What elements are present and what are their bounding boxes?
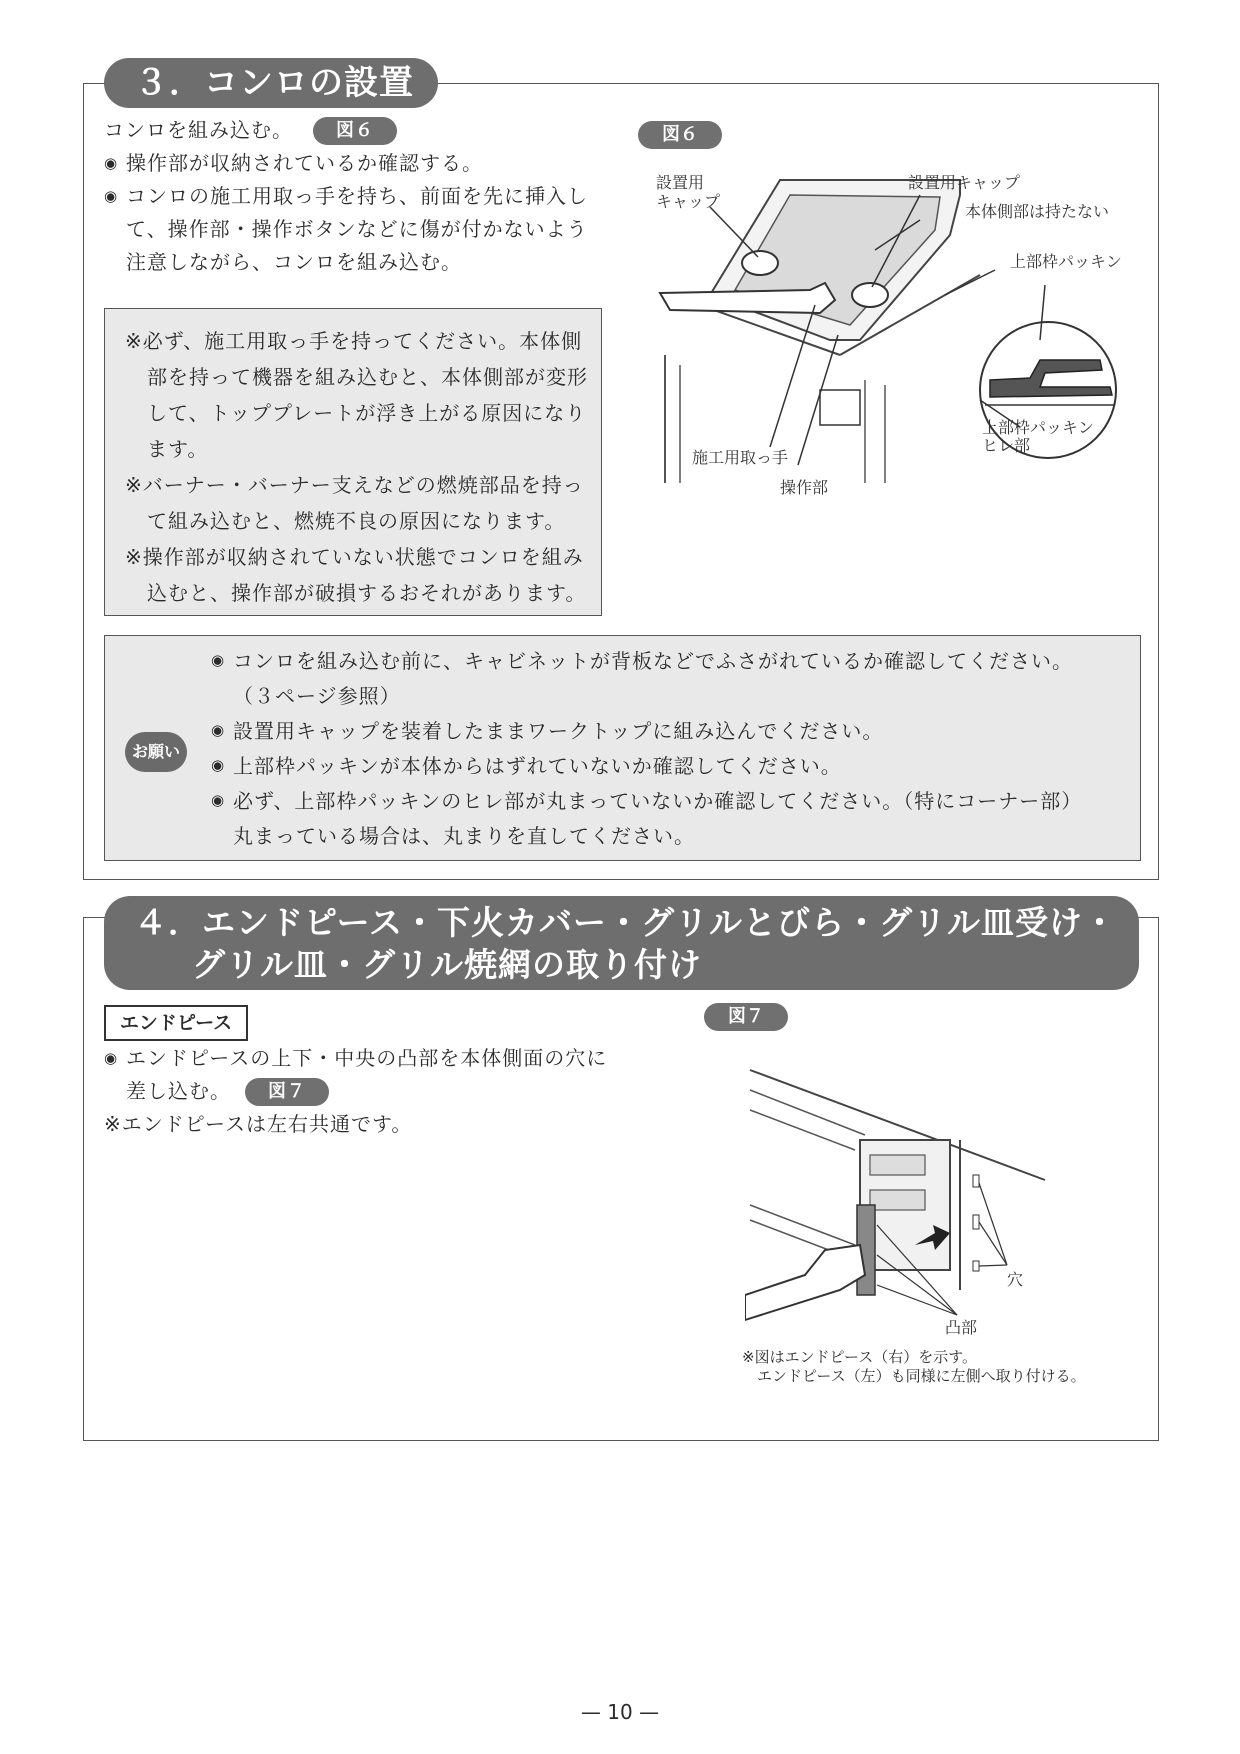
bullet-icon: ◉	[211, 756, 226, 774]
section-3-heading: ３．コンロの設置	[104, 58, 438, 108]
bullet-icon: ◉	[211, 791, 226, 809]
caution-note: ※操作部が収納されていない状態でコンロを組み込むと、操作部が破損するおそれがあります。	[125, 545, 587, 605]
fig6-ref-badge: 図６	[313, 117, 397, 145]
page-number: — 10 —	[580, 1700, 660, 1724]
section-3-intro	[104, 114, 604, 279]
fig7-label-hole: 穴	[1007, 1270, 1024, 1289]
bullet-text: エンドピースの上下・中央の凸部を本体側面の穴に	[126, 1046, 608, 1070]
section-4-body	[104, 1042, 624, 1141]
fig6-label-fin-2: ヒレ部	[982, 436, 1031, 455]
figure-7-illustration	[745, 1065, 1065, 1340]
bullet-icon: ◉	[211, 651, 226, 669]
bullet-item	[104, 1042, 624, 1075]
figure-6-illustration	[650, 165, 1130, 505]
fig6-label-handle: 施工用取っ手	[692, 448, 789, 467]
request-list	[211, 644, 1131, 854]
fig6-label-cap-left-2: キャップ	[656, 192, 721, 211]
section-4-heading-line1: ４．エンドピース・下火カバー・グリルとびら・グリル皿受け・	[134, 903, 1118, 942]
bullet-spacer	[211, 679, 233, 714]
bullet-spacer	[211, 819, 233, 854]
request-text: （３ページ参照）	[233, 684, 401, 708]
request-text: 上部枠パッキンが本体からはずれていないか確認してください。	[233, 754, 842, 778]
caution-note: ※必ず、施工用取っ手を持ってください。本体側部を持って機器を組み込むと、本体側部が変形して、トッププレートが浮き上がる原因になります。	[125, 329, 588, 461]
fig6-label-control: 操作部	[780, 478, 829, 497]
bullet-item	[104, 180, 599, 279]
bullet-icon: ◉	[104, 1049, 119, 1067]
request-item	[211, 819, 1131, 854]
request-item	[211, 679, 1131, 714]
fig6-label-side-no-hold: 本体側部は持たない	[965, 202, 1110, 221]
bullet-item	[104, 147, 604, 180]
bullet-text: 差し込む。	[126, 1079, 231, 1103]
bullet-icon: ◉	[104, 154, 119, 172]
fig6-label-fin-1: 上部枠パッキン	[982, 418, 1094, 437]
section-4-heading-line2: グリル皿・グリル焼網の取り付け	[192, 945, 702, 984]
request-item	[211, 749, 1131, 784]
request-item	[211, 784, 1131, 819]
fig7-label-boss: 凸部	[945, 1318, 978, 1337]
request-text: 必ず、上部枠パッキンのヒレ部が丸まっていないか確認してください。（特にコーナー部）	[233, 789, 1083, 813]
fig7-ref-badge: 図７	[245, 1078, 329, 1106]
fig7-badge: 図７	[704, 1003, 788, 1031]
fig7-caption-line2: エンドピース（左）も同様に左側へ取り付ける。	[757, 1367, 1086, 1385]
request-item	[211, 644, 1131, 679]
fig6-label-cap-right: 設置用キャップ	[908, 173, 1021, 192]
caution-notes-box	[104, 308, 602, 616]
endpiece-sublabel: エンドピース	[104, 1005, 248, 1041]
request-text: コンロを組み込む前に、キャビネットが背板などでふさがれているか確認してください。	[233, 649, 1073, 673]
bullet-text: 操作部が収納されているか確認する。	[126, 151, 483, 175]
intro-text: コンロを組み込む。	[104, 118, 293, 142]
section-4-heading	[104, 896, 1139, 990]
fig6-label-packing: 上部枠パッキン	[1010, 252, 1122, 271]
endpiece-note: ※エンドピースは左右共通です。	[104, 1112, 413, 1136]
fig7-caption	[742, 1348, 1086, 1386]
bullet-icon: ◉	[211, 721, 226, 739]
request-text: 丸まっている場合は、丸まりを直してください。	[233, 824, 695, 848]
request-box	[104, 635, 1141, 861]
request-item	[211, 714, 1131, 749]
fig6-badge: 図６	[638, 121, 722, 149]
fig7-caption-line1: ※図はエンドピース（右）を示す。	[742, 1348, 978, 1366]
request-text: 設置用キャップを装着したままワークトップに組み込んでください。	[233, 719, 884, 743]
onegai-badge: お願い	[125, 732, 187, 772]
bullet-text: コンロの施工用取っ手を持ち、前面を先に挿入して、操作部・操作ボタンなどに傷が付かないよう注意しながら、コンロを組み込む。	[126, 184, 588, 274]
fig6-label-cap-left-1: 設置用	[656, 173, 705, 192]
bullet-icon: ◉	[104, 187, 119, 205]
caution-note: ※バーナー・バーナー支えなどの燃焼部品を持って組み込むと、燃焼不良の原因になります。	[125, 473, 584, 533]
bullet-continuation	[104, 1075, 624, 1108]
